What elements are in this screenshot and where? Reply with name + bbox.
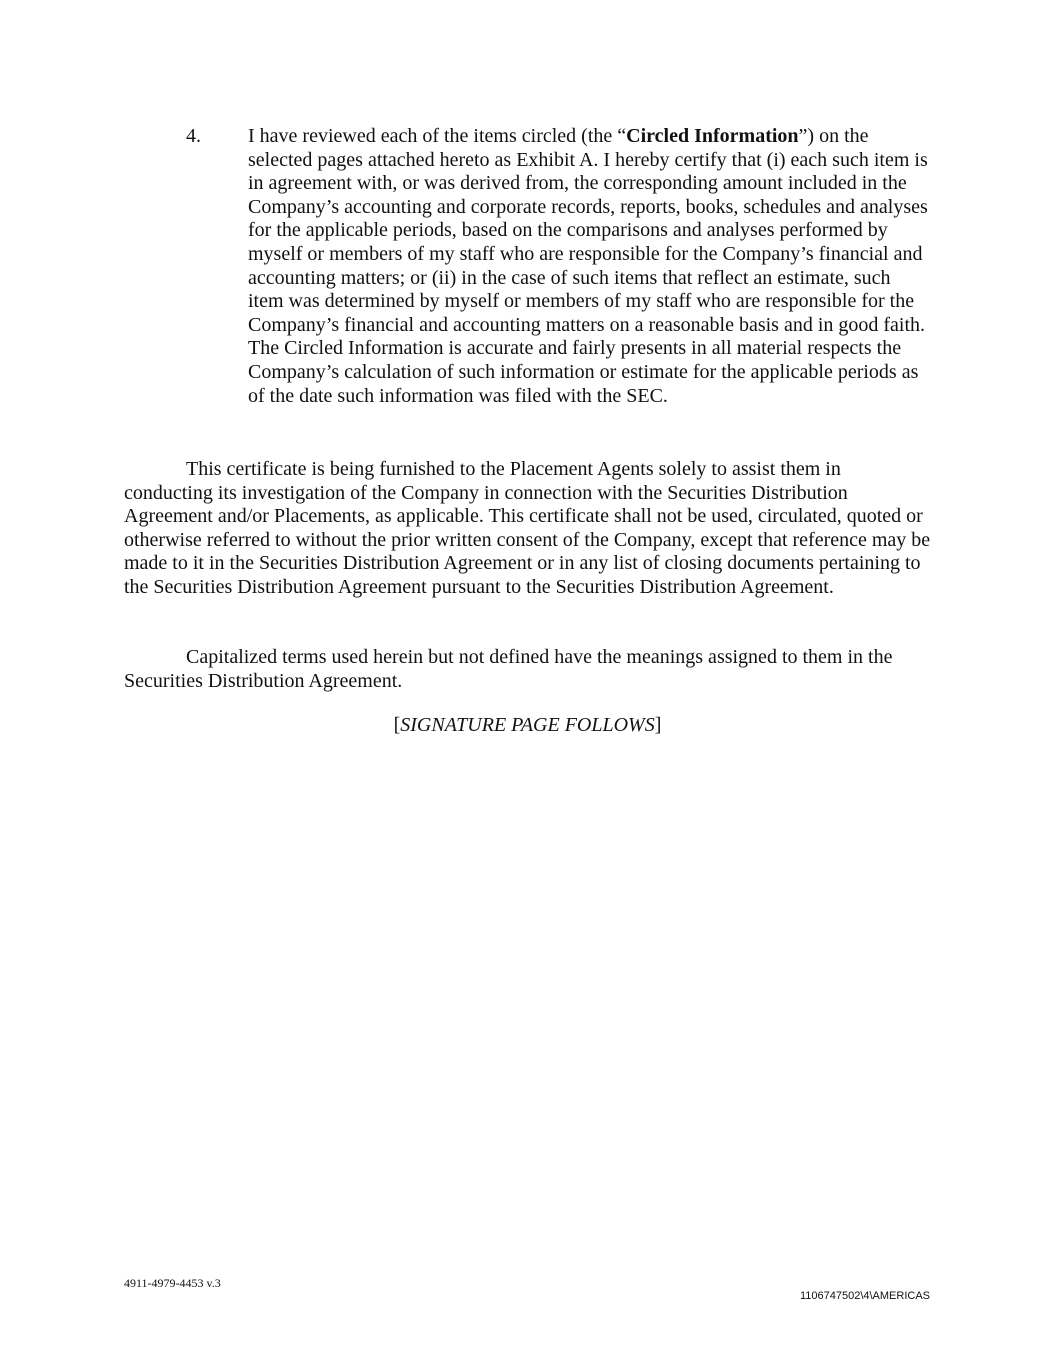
signature-notice-text: SIGNATURE PAGE FOLLOWS (400, 714, 655, 736)
capitalized-terms-paragraph: Capitalized terms used herein but not defined have the meanings assigned to them in the Securities Distribution Agreement. (124, 646, 893, 692)
footer-document-id: 4911-4979-4453 v.3 (124, 1276, 221, 1290)
circled-information-term: Circled Information (626, 125, 799, 147)
item-number: 4. (186, 125, 201, 147)
signature-notice-open-bracket: [ (393, 714, 401, 736)
footer-matter-id: 1106747502\4\AMERICAS (799, 1290, 930, 1302)
item-4-text-body: ”) on the selected pages attached hereto as Exhibit A. I hereby certify that (i) each such item is in agreement with, or was derived from, the corresponding amount included in the Company’s accounting and corporate records, reports, books, schedules and analyses for the applicable periods, based on the comparisons and analyses performed by myself or members of my staff who are responsible for the Company’s financial and accounting matters; or (ii) in the case of such items that reflect an estimate, such item was determined by myself or members of my staff who are responsible for the Company’s financial and accounting matters on a reasonable basis and in good faith. The Circled Information is accurate and fairly presents in all material respects the Company’s calculation of such information or estimate for the applicable periods as of the date such information was filed with the SEC. (248, 125, 928, 407)
signature-notice-close-bracket: ] (654, 714, 662, 736)
item-4-text-lead: I have reviewed each of the items circled (the “ (248, 125, 627, 147)
certificate-purpose-paragraph: This certificate is being furnished to the Placement Agents solely to assist them in conducting its investigation of the Company in connection with the Securities Distribution Agreement and/or Placements, as applicable. This certificate shall not be used, circulated, quoted or otherwise referred to without the prior written consent of the Company, except that reference may be made to it in the Securities Distribution Agreement or in any list of closing documents pertaining to the Securities Distribution Agreement pursuant to the Securities Distribution Agreement. (124, 458, 931, 598)
signature-page-notice (0, 713, 1055, 737)
item-4-text (248, 125, 931, 408)
